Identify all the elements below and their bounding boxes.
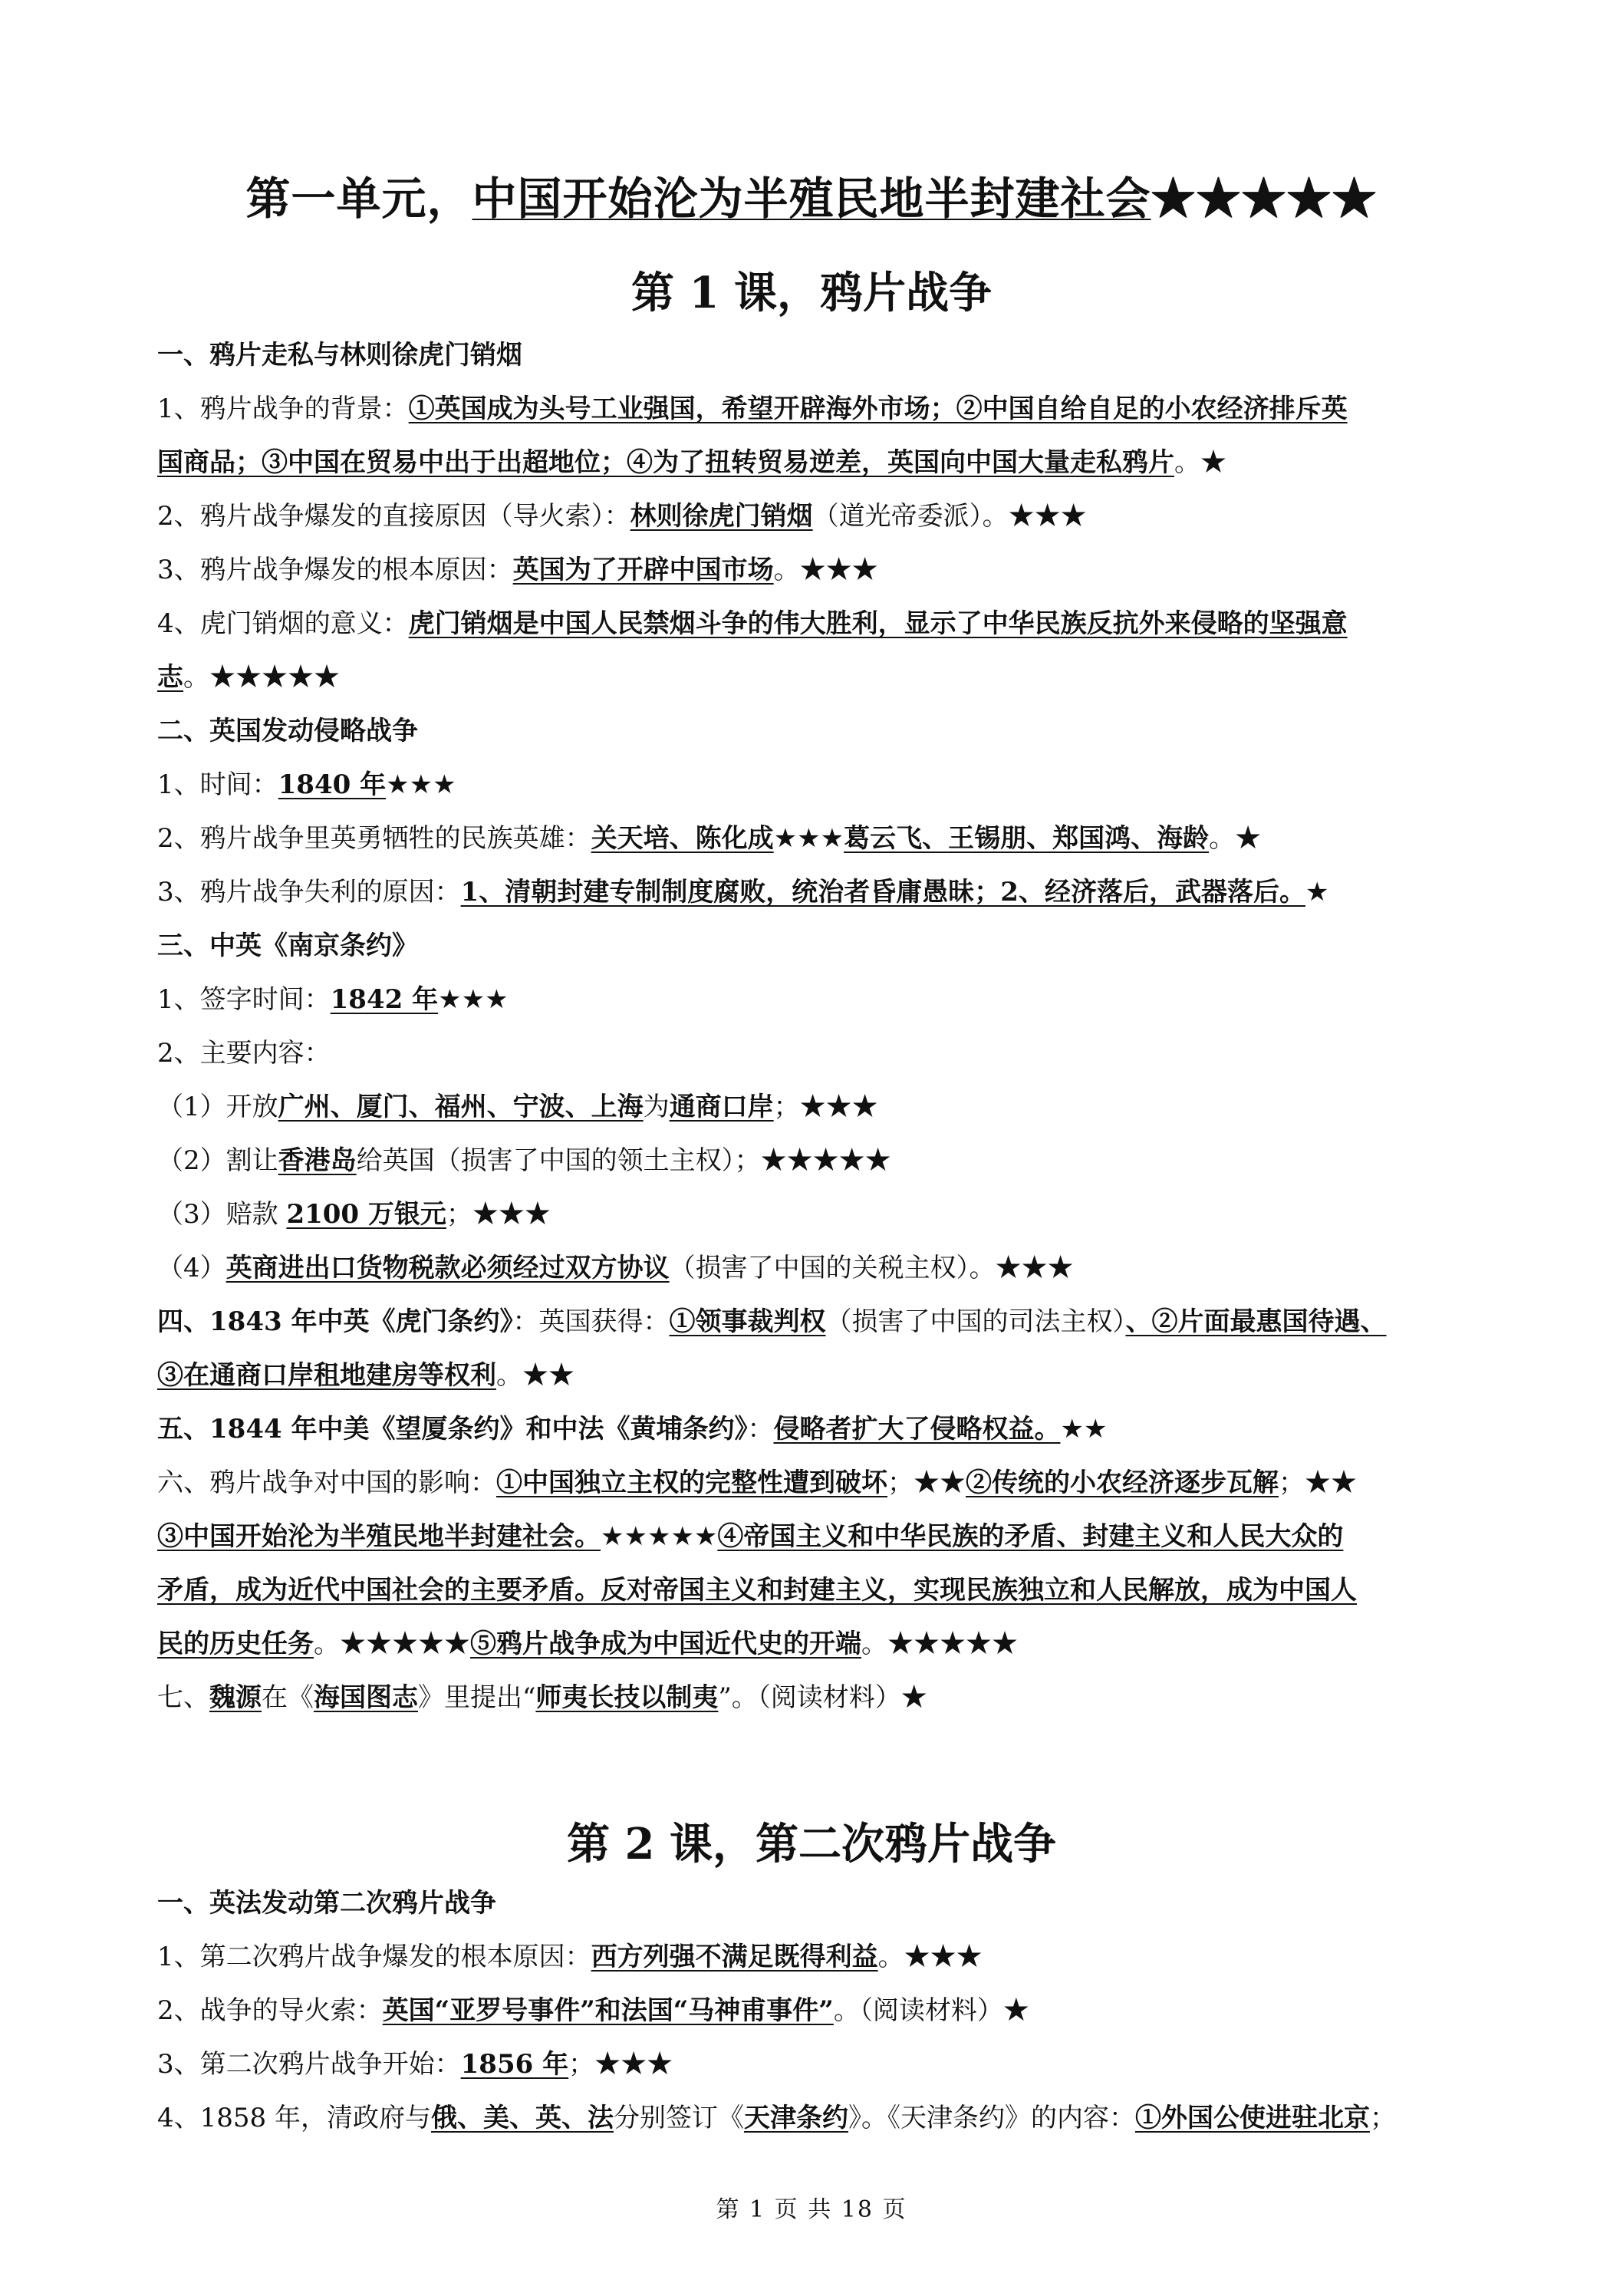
text-line (157, 1876, 1477, 1930)
key-point: 英商进出口货物税款必须经过双方协议 (226, 1253, 670, 1283)
text-segment: 》。《天津条约》的内容： (848, 2103, 1135, 2133)
section-heading: 一、鸦片走私与林则徐虎门销烟 (157, 340, 522, 371)
key-point: 1、清朝封建专制制度腐败，统治者昏庸愚昧；2、经济落后，武器落后。 (460, 877, 1305, 908)
key-point: ③中国开始沦为半殖民地半封建社会。 (157, 1521, 601, 1552)
text-line (157, 1188, 1477, 1241)
key-point: 葛云飞、王锡朋、郑国鸿、海龄 (844, 823, 1210, 854)
text-segment: （3）赔款 (157, 1199, 287, 1230)
text-line (157, 1671, 1477, 1724)
key-point: 1856 年 (460, 2049, 569, 2080)
key-point: 虎门销烟是中国人民禁烟斗争的伟大胜利，显示了中华民族反抗外来侵略的坚强意 (408, 608, 1348, 639)
lesson-2-title: 第 2 课，第二次鸦片战争 (567, 1819, 1056, 1869)
text-line (157, 382, 1477, 436)
text-line (157, 1984, 1477, 2037)
section-heading: 五、1844 年中美《望厦条约》和中法《黄埔条约》 (157, 1414, 748, 1444)
key-point: 英国为了开辟中国市场 (512, 555, 774, 585)
text-segment: 。★★ (496, 1360, 574, 1391)
text-segment: ； (1369, 2103, 1396, 2133)
text-line (157, 1563, 1477, 1617)
text-segment: 1、签字时间： (157, 984, 331, 1015)
key-point: 师夷长技以制夷 (535, 1682, 719, 1713)
unit-title-text: 中国开始沦为半殖民地半封建社会 (472, 173, 1151, 225)
text-line (157, 1402, 1477, 1456)
text-line (157, 328, 1477, 382)
key-point: ①中国独立主权的完整性遭到破坏 (496, 1468, 887, 1498)
lesson-2-body (157, 1876, 1477, 2145)
text-segment: ；★★★ (446, 1199, 551, 1230)
text-line (157, 2037, 1477, 2091)
text-line (157, 1026, 1477, 1080)
text-segment: 1、鸦片战争的背景： (157, 394, 409, 424)
key-point: 海国图志 (314, 1682, 418, 1713)
lesson-1-body (157, 328, 1477, 1724)
key-point: 矛盾，成为近代中国社会的主要矛盾。反对帝国主义和封建主义，实现民族独立和人民解放，成为中国人 (157, 1575, 1357, 1606)
text-line (157, 919, 1477, 973)
text-line (157, 597, 1477, 651)
key-point: 天津条约 (743, 2103, 848, 2133)
key-point: 林则徐虎门销烟 (630, 501, 813, 532)
text-segment: 。★★★ (773, 555, 878, 585)
key-point: 广州、厦门、福州、宁波、上海 (278, 1092, 644, 1122)
key-point: ①领事裁判权 (669, 1306, 826, 1337)
text-segment: 2、战争的导火索： (157, 1995, 383, 2026)
key-point: 英国“亚罗号事件”和法国“马神甫事件” (382, 1995, 834, 2026)
section-heading: 四、1843 年中英《虎门条约》 (157, 1306, 513, 1337)
key-point: 2100 万银元 (286, 1199, 446, 1230)
text-segment: 分别签订《 (613, 2103, 744, 2133)
text-line (157, 1295, 1477, 1349)
text-segment: ：英国获得： (512, 1306, 670, 1337)
text-segment: ★ (1305, 877, 1329, 908)
text-segment: ： (747, 1414, 774, 1444)
key-point: 国商品；③中国在贸易中出于出超地位；④为了扭转贸易逆差，英国向中国大量走私鸦片 (157, 447, 1174, 478)
text-line (157, 1349, 1477, 1402)
key-point: 西方列强不满足既得利益 (591, 1942, 878, 1972)
text-segment: 。★★★★★ (183, 662, 340, 693)
text-line (157, 1617, 1477, 1671)
text-segment: 1、第二次鸦片战争爆发的根本原因： (157, 1942, 591, 1972)
text-line (157, 543, 1477, 597)
text-segment: 3、鸦片战争失利的原因： (157, 877, 461, 908)
text-segment: 在《 (262, 1682, 314, 1713)
text-segment: （1）开放 (157, 1092, 278, 1122)
section-heading: 一、英法发动第二次鸦片战争 (157, 1888, 496, 1919)
key-point: 志 (157, 662, 183, 693)
text-line (157, 651, 1477, 704)
key-point: 1842 年 (330, 984, 439, 1015)
text-segment: 4、虎门销烟的意义： (157, 608, 409, 639)
text-segment: （道光帝委派）。★★★ (812, 501, 1087, 532)
text-segment: 六、鸦片战争对中国的影响： (157, 1468, 496, 1498)
text-segment: ；★★★ (773, 1092, 878, 1122)
text-segment: ；★★ (887, 1468, 966, 1498)
key-point: ①英国成为头号工业强国，希望开辟海外市场；②中国自给自足的小农经济排斥英 (408, 394, 1348, 424)
text-line (157, 1241, 1477, 1295)
text-segment: ”。（阅读材料）★ (718, 1682, 927, 1713)
text-segment: 3、鸦片战争爆发的根本原因： (157, 555, 513, 585)
text-line (157, 436, 1477, 489)
text-segment: （损害了中国的司法主权） (825, 1306, 1126, 1337)
text-segment: 。★ (1209, 823, 1262, 854)
text-segment: ★★★ (386, 769, 456, 800)
key-point: 香港岛 (278, 1145, 357, 1176)
key-point: ③在通商口岸租地建房等权利 (157, 1360, 496, 1391)
key-point: 关天培、陈化成 (591, 823, 774, 854)
text-line (157, 973, 1477, 1026)
key-point: ①外国公使进驻北京 (1134, 2103, 1370, 2133)
key-point: 魏源 (209, 1682, 262, 1713)
text-segment: 给英国（损害了中国的领土主权）；★★★★★ (356, 1145, 891, 1176)
text-line (157, 1080, 1477, 1134)
text-segment: 。★★★ (877, 1942, 983, 1972)
text-line (157, 1134, 1477, 1188)
key-point: 民的历史任务 (157, 1629, 314, 1659)
section-heading: 二、英国发动侵略战争 (157, 716, 418, 746)
text-segment: ★★ (1060, 1414, 1108, 1444)
text-line (157, 1456, 1477, 1510)
text-segment: （4） (157, 1253, 226, 1283)
text-segment: 。（阅读材料）★ (833, 1995, 1029, 2026)
lesson-1-title: 第 1 课，鸦片战争 (631, 268, 992, 318)
section-heading: 三、中英《南京条约》 (157, 931, 418, 961)
text-line (157, 812, 1477, 865)
key-point: ④帝国主义和中华民族的矛盾、封建主义和人民大众的 (717, 1521, 1344, 1552)
unit-title (0, 163, 1623, 227)
text-line (157, 1510, 1477, 1563)
text-line (157, 865, 1477, 919)
text-segment: ；★★ (1279, 1468, 1357, 1498)
text-segment: ★★★ (773, 823, 844, 854)
key-point: 俄、美、英、法 (430, 2103, 614, 2133)
text-segment: 》里提出“ (418, 1682, 536, 1713)
unit-stars: ★★★★★ (1151, 173, 1378, 225)
text-segment: 4、1858 年，清政府与 (157, 2103, 431, 2133)
text-segment: 。★ (1174, 447, 1226, 478)
text-segment: 3、第二次鸦片战争开始： (157, 2049, 461, 2080)
text-segment: （损害了中国的关税主权）。★★★ (669, 1253, 1074, 1283)
text-segment: 。★★★★★ (861, 1629, 1018, 1659)
text-segment: 为 (643, 1092, 670, 1122)
key-point: 、②片面最惠国待遇、 (1125, 1306, 1387, 1337)
text-segment: 2、鸦片战争爆发的直接原因（导火索）： (157, 501, 630, 532)
text-segment: （2）割让 (157, 1145, 278, 1176)
text-line (157, 758, 1477, 812)
text-line (157, 704, 1477, 758)
text-segment: ；★★★ (568, 2049, 673, 2080)
text-line (157, 1930, 1477, 1984)
unit-prefix: 第一单元， (245, 173, 472, 225)
text-line (157, 2091, 1477, 2145)
key-point: ②传统的小农经济逐步瓦解 (966, 1468, 1279, 1498)
text-segment: ★★★ (438, 984, 509, 1015)
text-segment: 2、鸦片战争里英勇牺牲的民族英雄： (157, 823, 591, 854)
key-point: 1840 年 (278, 769, 387, 800)
text-segment: 1、时间： (157, 769, 278, 800)
text-line (157, 489, 1477, 543)
key-point: 侵略者扩大了侵略权益。 (773, 1414, 1061, 1444)
text-segment: 2、主要内容： (157, 1038, 331, 1069)
key-point: ⑤鸦片战争成为中国近代史的开端 (470, 1629, 861, 1659)
text-segment: 。★★★★★ (314, 1629, 470, 1659)
text-segment: ★★★★★ (601, 1521, 718, 1552)
page-footer: 第 1 页 共 18 页 (716, 2196, 907, 2223)
key-point: 通商口岸 (669, 1092, 774, 1122)
text-segment: 七、 (157, 1682, 209, 1713)
